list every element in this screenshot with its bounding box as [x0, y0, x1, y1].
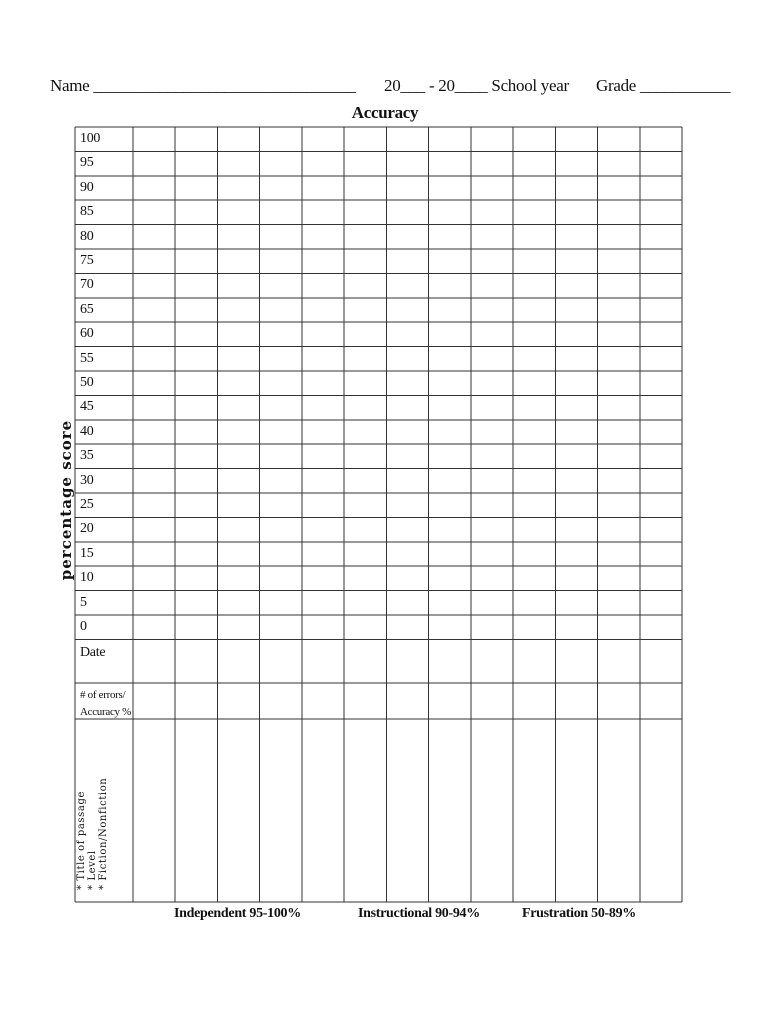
passage-level-label: * Level	[87, 850, 98, 890]
frustration-range-label: Frustration 50-89%	[522, 906, 636, 921]
name-field-label: Name ________________________________	[50, 76, 356, 95]
score-row-label: 60	[80, 326, 94, 342]
page-title: Accuracy	[351, 103, 419, 122]
score-row-label: 40	[80, 423, 94, 439]
errors-row-label-line1: # of errors/	[80, 689, 126, 701]
score-row-label: 70	[80, 277, 94, 293]
errors-row-label-line2: Accuracy %	[80, 706, 132, 718]
score-row-label: 75	[80, 253, 94, 268]
score-row-label: 85	[80, 204, 94, 220]
score-row-label: 65	[80, 301, 94, 317]
score-row-label: 90	[80, 179, 94, 195]
score-row-label: 95	[80, 155, 94, 171]
score-row-label: 20	[80, 521, 94, 537]
percentage-score-axis-label: percentage score	[57, 419, 75, 581]
score-row-label: 55	[80, 350, 94, 366]
score-row-label: 15	[80, 545, 94, 561]
score-row-label: 5	[80, 594, 87, 610]
score-row-label: 100	[80, 131, 101, 146]
score-row-label: 0	[80, 619, 87, 634]
score-row-label: 10	[80, 570, 94, 586]
score-row-label: 80	[80, 228, 94, 244]
score-row-label: 30	[80, 472, 94, 488]
score-row-label: 35	[80, 448, 94, 464]
independent-range-label: Independent 95-100%	[174, 906, 301, 921]
passage-genre-label: * Fiction/Nonfiction	[98, 777, 109, 890]
instructional-range-label: Instructional 90-94%	[358, 906, 480, 921]
score-row-label: 45	[80, 399, 94, 415]
grade-field-label: Grade ___________	[596, 76, 731, 95]
score-row-label: 25	[80, 497, 94, 512]
score-row-label: 50	[80, 375, 94, 390]
date-row-label: Date	[80, 645, 106, 660]
passage-info-labels	[76, 778, 109, 890]
passage-title-label: * Title of passage	[76, 791, 87, 890]
school-year-field-label: 20___ - 20____ School year	[384, 76, 569, 95]
